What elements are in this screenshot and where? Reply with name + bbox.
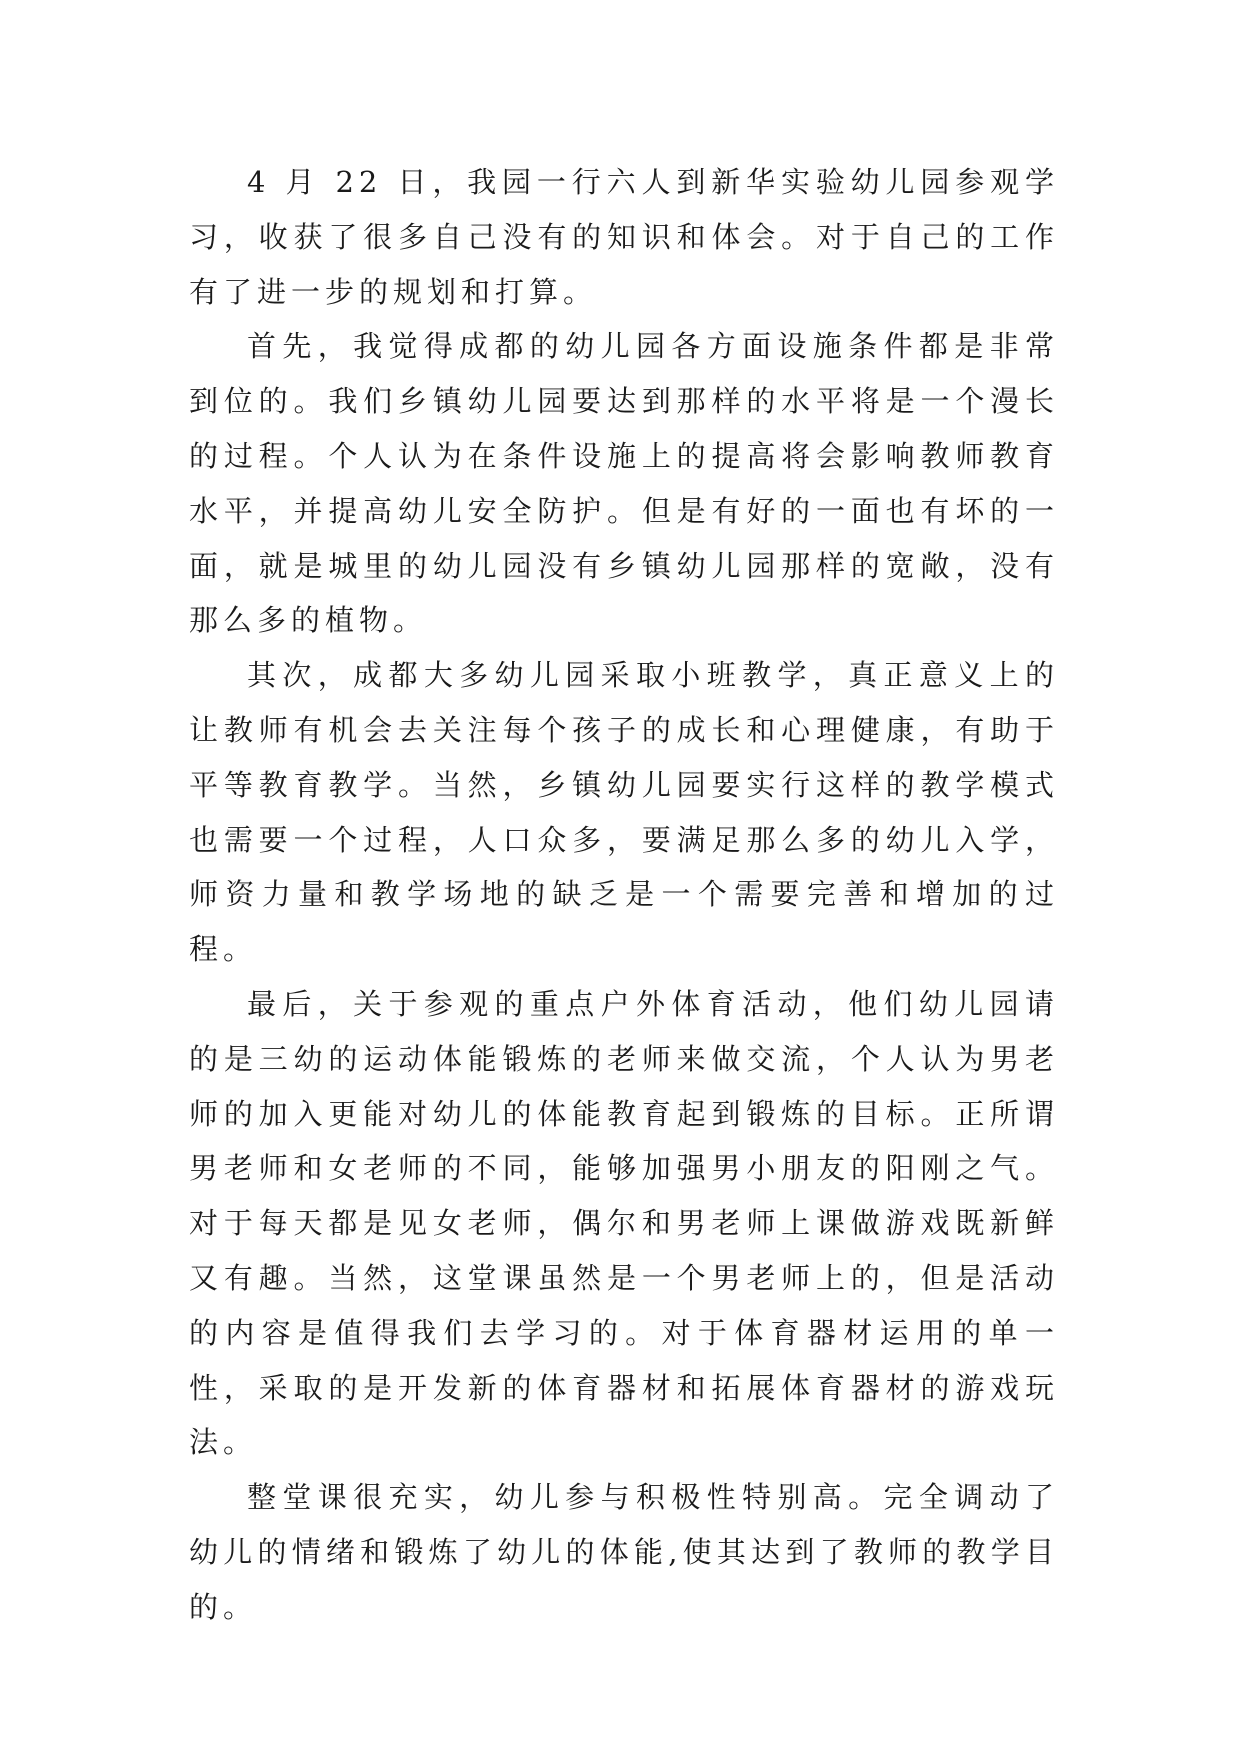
paragraph-facilities: 首先，我觉得成都的幼儿园各方面设施条件都是非常到位的。我们乡镇幼儿园要达到那样的水平将是一个漫长的过程。个人认为在条件设施上的提高将会影响教师教育水平，并提高幼儿安全防护。但是有好的一面也有坏的一面，就是城里的幼儿园没有乡镇幼儿园那样的宽敞，没有那么多的植物。 (189, 329, 1059, 638)
paragraph-small-classes: 其次，成都大多幼儿园采取小班教学，真正意义上的让教师有机会去关注每个孩子的成长和心理健康，有助于平等教育教学。当然，乡镇幼儿园要实行这样的教学模式也需要一个过程，人口众多，要满足那么多的幼儿入学，师资力量和教学场地的缺乏是一个需要完善和增加的过程。 (189, 658, 1059, 967)
paragraph-conclusion: 整堂课很充实，幼儿参与积极性特别高。完全调动了幼儿的情绪和锻炼了幼儿的体能,使其达到了教师的教学目的。 (189, 1480, 1059, 1624)
paragraph-outdoor-sports: 最后，关于参观的重点户外体育活动，他们幼儿园请的是三幼的运动体能锻炼的老师来做交流，个人认为男老师的加入更能对幼儿的体能教育起到锻炼的目标。正所谓男老师和女老师的不同，能够加强男小朋友的阳刚之气。对于每天都是见女老师，偶尔和男老师上课做游戏既新鲜又有趣。当然，这堂课虽然是一个男老师上的，但是活动的内容是值得我们去学习的。对于体育器材运用的单一性，采取的是开发新的体育器材和拓展体育器材的游戏玩法。 (189, 986, 1059, 1460)
document-body (189, 155, 1059, 1635)
paragraph-visit-intro: 4 月 22 日，我园一行六人到新华实验幼儿园参观学习，收获了很多自己没有的知识和体会。对于自己的工作有了进一步的规划和打算。 (189, 165, 1059, 309)
